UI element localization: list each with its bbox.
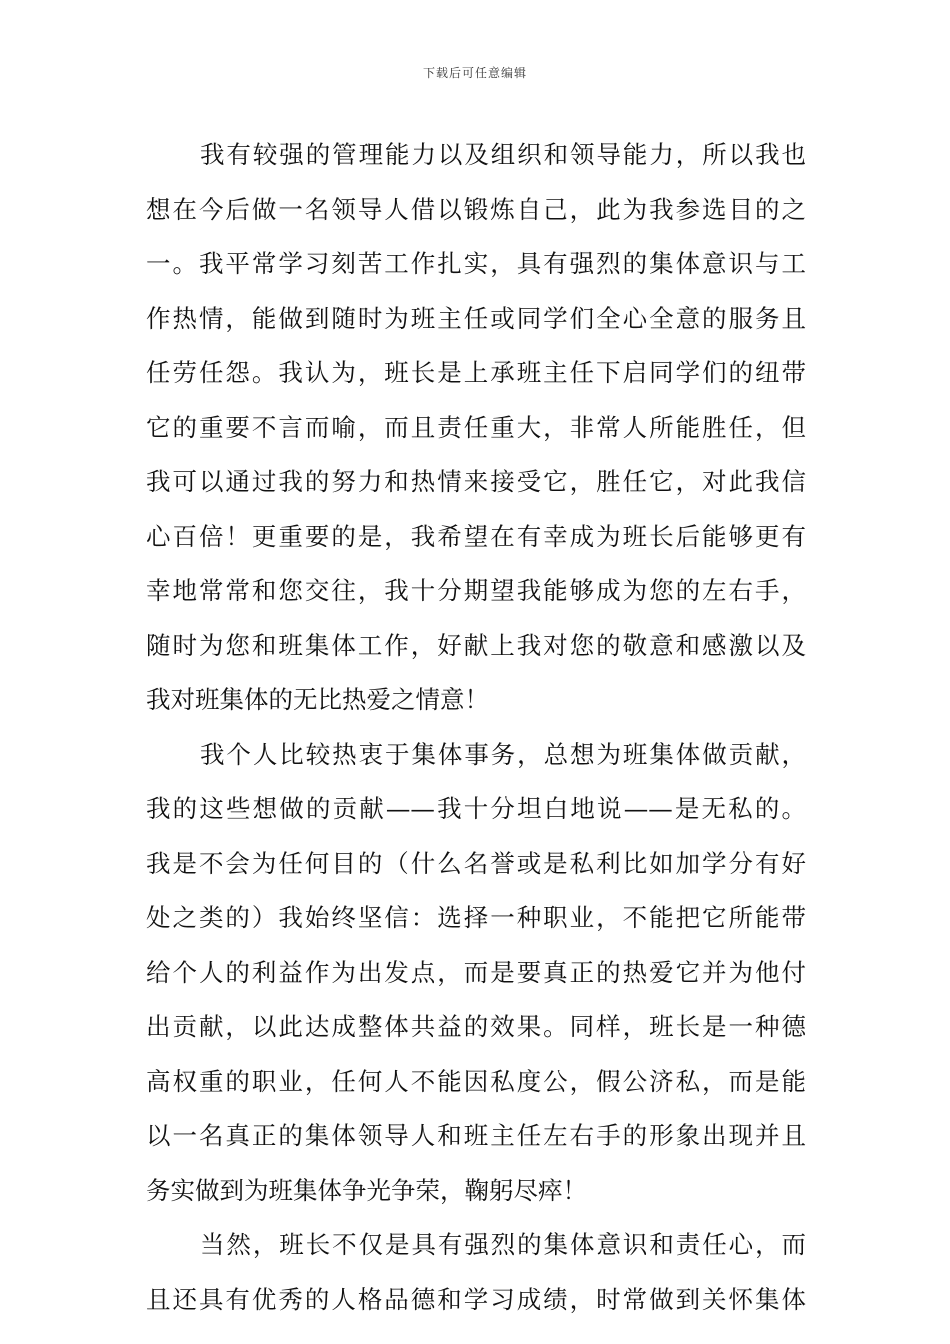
text-line: 想在今后做一名领导人借以锻炼自己，此为我参选目的之 bbox=[146, 194, 806, 224]
text-line: 我可以通过我的努力和热情来接受它，胜任它，对此我信 bbox=[146, 467, 806, 496]
text-line: 以一名真正的集体领导人和班主任左右手的形象出现并且 bbox=[146, 1121, 806, 1150]
header-note: 下载后可任意编辑 bbox=[422, 66, 527, 80]
text-line: 高权重的职业，任何人不能因私度公，假公济私，而是能 bbox=[146, 1066, 806, 1096]
text-line: 出贡献，以此达成整体共益的效果。同样，班长是一种德 bbox=[146, 1012, 806, 1041]
text-line: 且还具有优秀的人格品德和学习成绩，时常做到关怀集体 bbox=[146, 1284, 806, 1314]
text-line: 一。我平常学习刻苦工作扎实，具有强烈的集体意识与工 bbox=[146, 249, 806, 278]
text-line: 心百倍！更重要的是，我希望在有幸成为班长后能够更有 bbox=[146, 521, 806, 551]
text-line: 务实做到为班集体争光争荣，鞠躬尽瘁！ bbox=[146, 1175, 587, 1205]
text-line: 作热情，能做到随时为班主任或同学们全心全意的服务且 bbox=[146, 303, 806, 333]
text-line: 我的这些想做的贡献——我十分坦白地说——是无私的。 bbox=[146, 794, 806, 823]
text-line: 处之类的）我始终坚信：选择一种职业，不能把它所能带 bbox=[146, 903, 806, 932]
body-text bbox=[146, 128, 806, 1327]
text-line: 随时为您和班集体工作，好献上我对您的敬意和感激以及 bbox=[146, 630, 806, 660]
text-line: 它的重要不言而喻，而且责任重大，非常人所能胜任，但 bbox=[146, 412, 806, 442]
text-line: 当然，班长不仅是具有强烈的集体意识和责任心，而 bbox=[200, 1230, 806, 1259]
text-line: 给个人的利益作为出发点，而是要真正的热爱它并为他付 bbox=[146, 957, 806, 987]
text-line: 我个人比较热衷于集体事务，总想为班集体做贡献， bbox=[200, 739, 806, 769]
text-line: 我是不会为任何目的（什么名誉或是私利比如加学分有好 bbox=[146, 848, 806, 878]
text-line: 我对班集体的无比热爱之情意！ bbox=[146, 685, 489, 714]
text-line: 任劳任怨。我认为，班长是上承班主任下启同学们的纽带 bbox=[146, 358, 806, 387]
text-line: 幸地常常和您交往，我十分期望我能够成为您的左右手， bbox=[146, 576, 806, 605]
text-line: 我有较强的管理能力以及组织和领导能力，所以我也 bbox=[200, 140, 806, 169]
